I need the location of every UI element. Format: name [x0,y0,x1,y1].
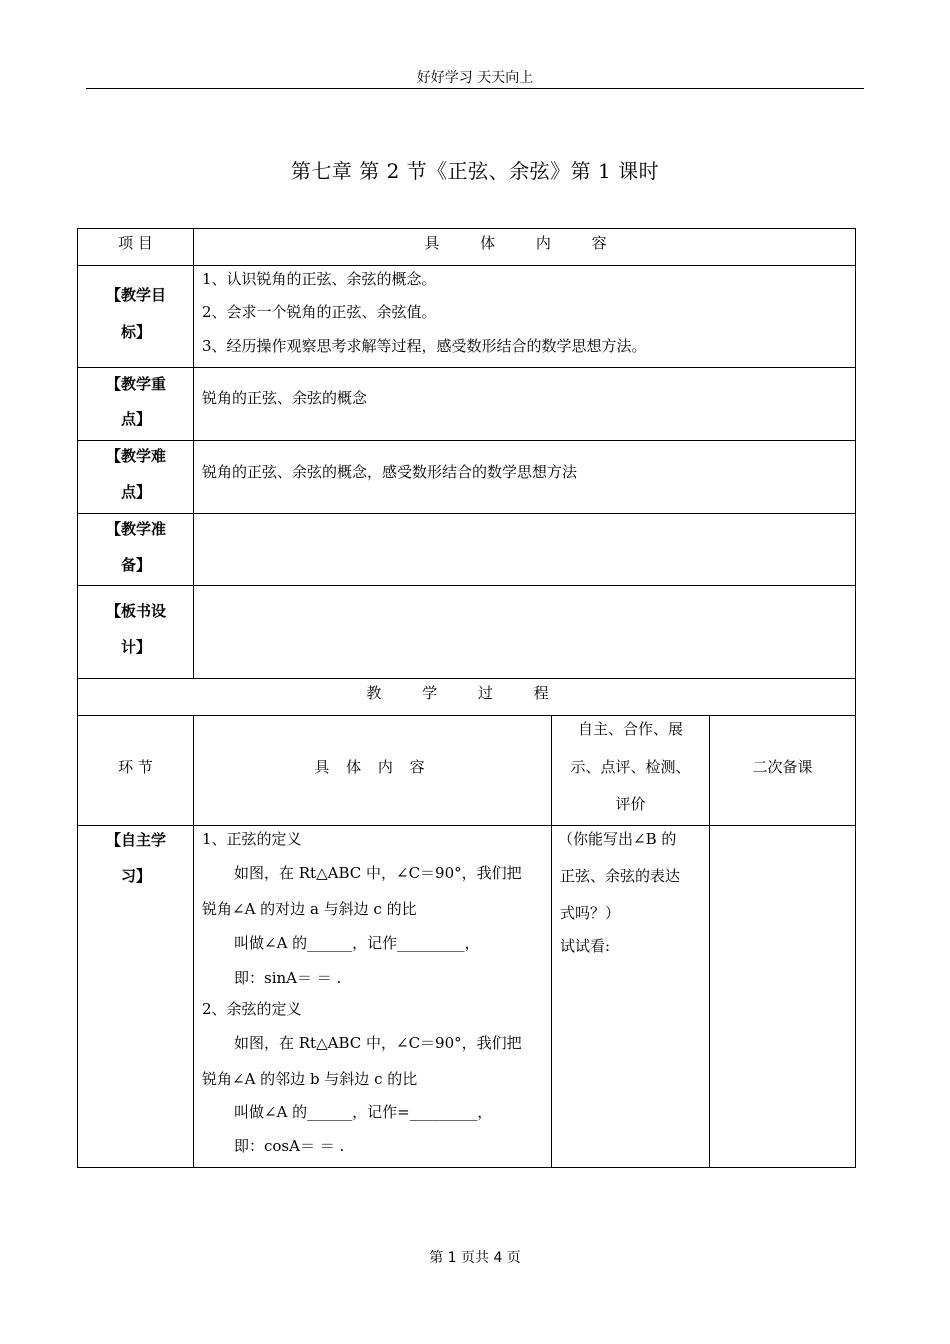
difficulty-text: 锐角的正弦、余弦的概念，感受数形结合的数学思想方法 [202,463,578,481]
sine-formula-line: 即：sinA＝ ＝ . [234,969,342,987]
content-header-cell [193,228,856,266]
stage-header-cell [77,715,194,826]
board-label-line2: 计】 [120,638,151,656]
page-header: 好好学习 天天向上 [416,70,534,86]
goal-line-1: 1、认识锐角的正弦、余弦的概念。 [202,270,437,288]
focus-label-cell [77,367,194,441]
activity-line4: 试试看: [560,937,611,955]
page-footer: 第 1 页共 4 页 [429,1250,521,1266]
cosine-formula-line: 即：cosA＝ ＝ . [234,1137,345,1155]
cosine-definition-line1: 如图，在 Rt△ABC 中，∠C＝90°，我们把 [234,1034,522,1052]
activity-header-cell [551,715,710,826]
self-study-label-cell [77,825,194,1168]
cosine-definition-heading: 2、余弦的定义 [202,1000,302,1018]
self-study-content-cell [193,825,552,1168]
preparation-content-cell [193,513,856,586]
sine-definition-line3: 叫做∠A 的______，记作_________， [234,934,480,952]
goal-label-line2: 标】 [120,323,151,341]
cosine-definition-line3: 叫做∠A 的______，记作=_________， [234,1103,493,1121]
focus-text: 锐角的正弦、余弦的概念 [202,389,368,407]
process-content-header-cell [193,715,552,826]
item-header-cell [77,228,194,266]
header-rule [86,88,864,89]
activity-line3: 式吗？） [560,904,621,922]
stage-header: 环 节 [118,758,153,776]
focus-label-line2: 点】 [120,410,151,428]
difficulty-content-cell [193,440,856,514]
self-study-secondary-cell [709,825,856,1168]
goal-label-line1: 【教学目 [105,286,166,304]
preparation-label-cell [77,513,194,586]
difficulty-label-line1: 【教学难 [105,447,166,465]
secondary-header: 二次备课 [752,758,813,776]
board-content-cell [193,585,856,679]
difficulty-label-cell [77,440,194,514]
process-heading-cell [77,678,856,716]
self-study-activity-cell [551,825,710,1168]
sine-definition-line1: 如图，在 Rt△ABC 中，∠C＝90°，我们把 [234,864,522,882]
difficulty-label-line2: 点】 [120,483,151,501]
board-label-line1: 【板书设 [105,602,166,620]
activity-header-line3: 评价 [615,795,646,813]
content-header: 具 体 内 容 [424,234,625,252]
goal-line-3: 3、经历操作观察思考求解等过程，感受数形结合的数学思想方法。 [202,337,647,355]
cosine-definition-line2: 锐角∠A 的邻边 b 与斜边 c 的比 [202,1070,418,1088]
focus-content-cell [193,367,856,441]
focus-label-line1: 【教学重 [105,375,166,393]
goal-label-cell [77,265,194,368]
goal-content-cell [193,265,856,368]
activity-line1: （你能写出∠B 的 [558,830,677,848]
self-study-label-line1: 【自主学 [105,831,166,849]
preparation-label-line2: 备】 [120,556,151,574]
item-header: 项 目 [118,234,153,252]
page-title: 第七章 第 2 节《正弦、余弦》第 1 课时 [290,159,660,183]
secondary-header-cell [709,715,856,826]
activity-line2: 正弦、余弦的表达 [560,867,681,885]
process-heading: 教 学 过 程 [366,684,567,702]
activity-header-line1: 自主、合作、展 [577,720,683,738]
self-study-label-line2: 习】 [120,867,151,885]
activity-header-line2: 示、点评、检测、 [570,758,691,776]
sine-definition-line2: 锐角∠A 的对边 a 与斜边 c 的比 [202,900,417,918]
preparation-label-line1: 【教学准 [105,520,166,538]
goal-line-2: 2、会求一个锐角的正弦、余弦值。 [202,303,437,321]
process-content-header: 具 体 内 容 [314,758,431,776]
board-label-cell [77,585,194,679]
sine-definition-heading: 1、正弦的定义 [202,830,302,848]
